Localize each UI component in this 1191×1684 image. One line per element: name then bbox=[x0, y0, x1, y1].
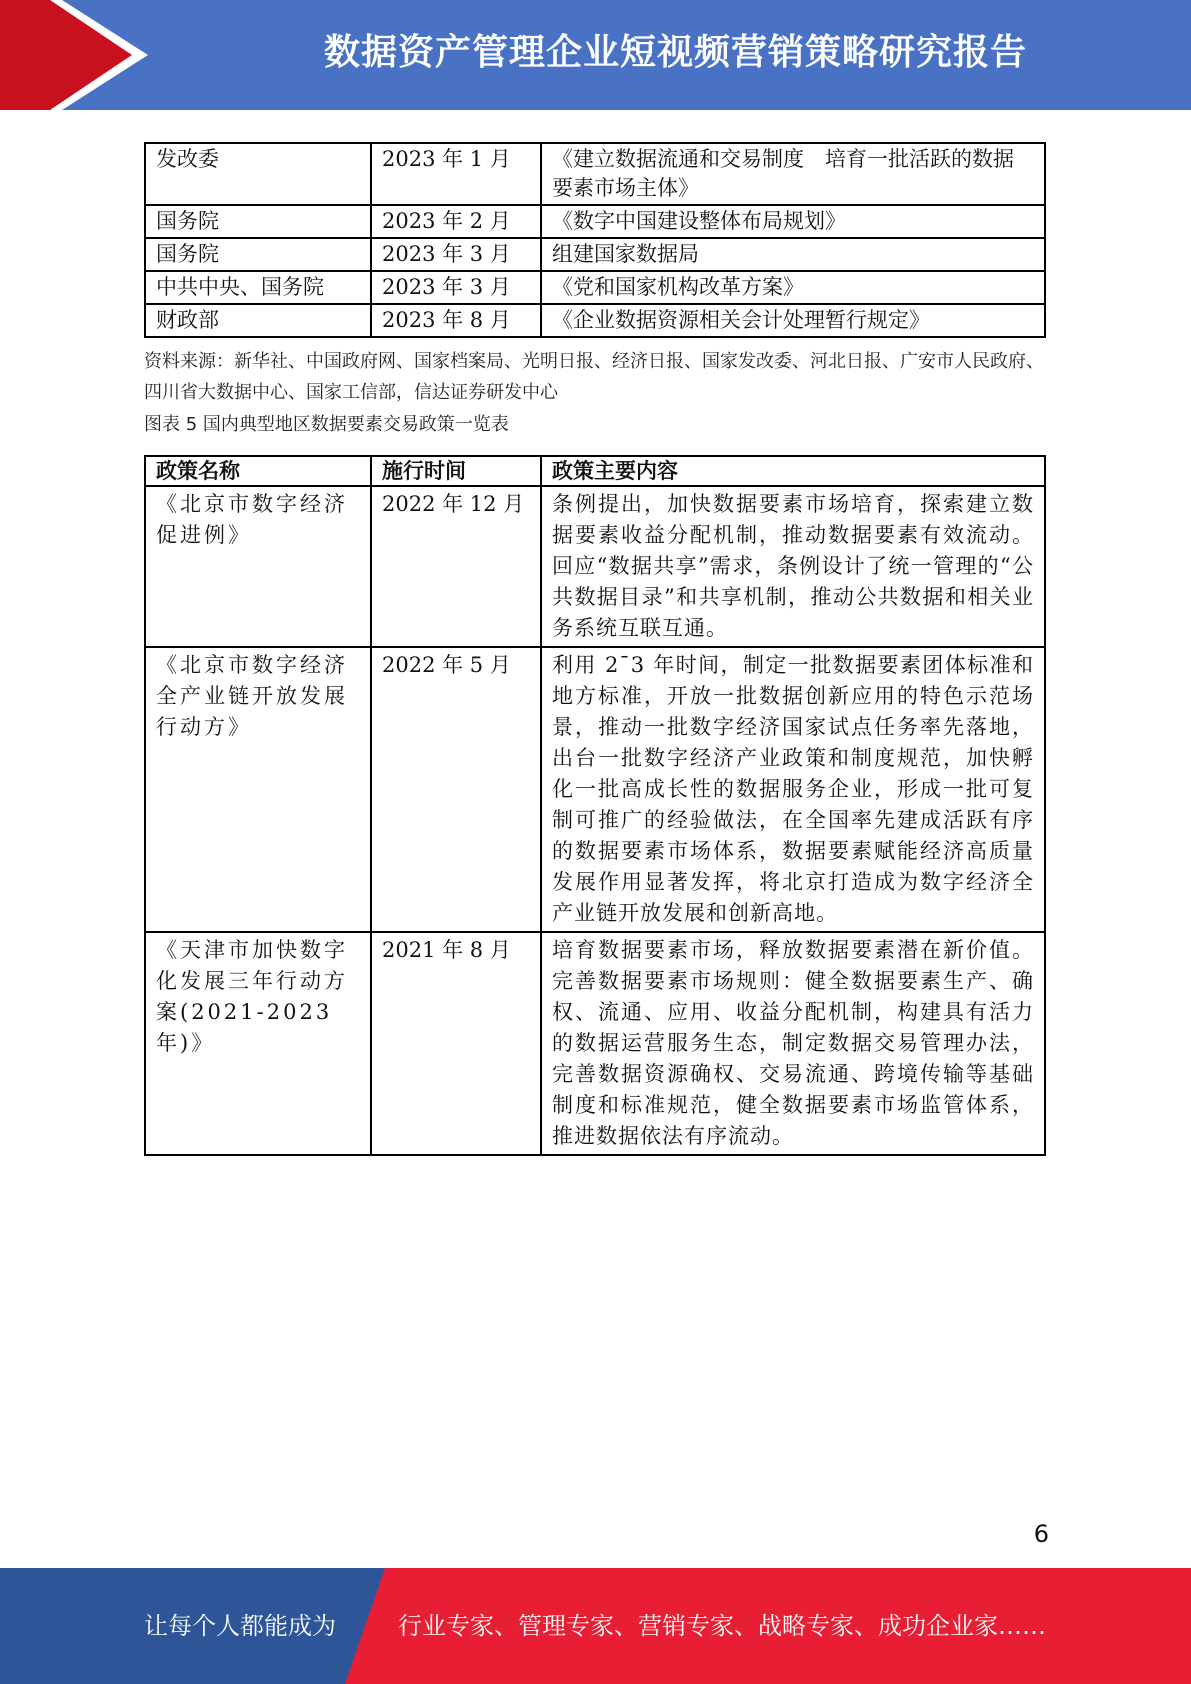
header-banner bbox=[0, 0, 1191, 110]
report-title: 数据资产管理企业短视频营销策略研究报告 bbox=[323, 32, 1027, 73]
table-row bbox=[145, 304, 1045, 337]
policy-name-cell: 《北京市数字经济全产业链开放发展行动方》 bbox=[145, 647, 371, 932]
date-cell: 2023 年 1 月 bbox=[371, 143, 541, 205]
figure-caption: 图表 5 国内典型地区数据要素交易政策一览表 bbox=[144, 414, 509, 435]
table-row bbox=[145, 647, 1045, 932]
table-row bbox=[145, 143, 1045, 205]
content-cell: 《企业数据资源相关会计处理暂行规定》 bbox=[541, 304, 1045, 337]
table-row bbox=[145, 238, 1045, 271]
agency-cell: 中共中央、国务院 bbox=[145, 271, 371, 304]
date-cell: 2023 年 3 月 bbox=[371, 271, 541, 304]
column-header: 政策名称 bbox=[145, 456, 371, 486]
table-row bbox=[145, 932, 1045, 1155]
content-cell: 《建立数据流通和交易制度 培育一批活跃的数据要素市场主体》 bbox=[541, 143, 1045, 205]
content-cell: 条例提出，加快数据要素市场培育，探索建立数据要素收益分配机制，推动数据要素有效流动。回应“数据共享”需求，条例设计了统一管理的“公共数据目录”和共享机制，推动公共数据和相关业务系统互联互通。 bbox=[541, 486, 1045, 647]
column-header: 政策主要内容 bbox=[541, 456, 1045, 486]
date-cell: 2023 年 2 月 bbox=[371, 205, 541, 238]
regional-policy-table bbox=[144, 455, 1046, 1156]
content-cell: 培育数据要素市场，释放数据要素潜在新价值。完善数据要素市场规则：健全数据要素生产、确权、流通、应用、收益分配机制，构建具有活力的数据运营服务生态，制定数据交易管理办法，完善数据资源确权、交易流通、跨境传输等基础制度和标准规范，健全数据要素市场监管体系，推进数据依法有序流动。 bbox=[541, 932, 1045, 1155]
policy-name-cell: 《天津市加快数字化发展三年行动方案(2021-2023 年)》 bbox=[145, 932, 371, 1155]
footer-slogan-right: 行业专家、管理专家、营销专家、战略专家、成功企业家…… bbox=[398, 1612, 1046, 1640]
content-cell: 利用 2¯3 年时间，制定一批数据要素团体标准和地方标准，开放一批数据创新应用的特色示范场景，推动一批数字经济国家试点任务率先落地，出台一批数字经济产业政策和制度规范，加快孵化一批高成长性的数据服务企业，形成一批可复制可推广的经验做法，在全国率先建成活跃有序的数据要素市场体系，数据要素赋能经济高质量发展作用显著发挥，将北京打造成为数字经济全产业链开放发展和创新高地。 bbox=[541, 647, 1045, 932]
footer-banner bbox=[0, 1568, 1191, 1684]
source-note: 资料来源：新华社、中国政府网、国家档案局、光明日报、经济日报、国家发改委、河北日报、广安市人民政府、四川省大数据中心、国家工信部，信达证券研发中心 bbox=[144, 351, 1044, 403]
table-row bbox=[145, 205, 1045, 238]
date-cell: 2021 年 8 月 bbox=[371, 932, 541, 1155]
content-cell: 《党和国家机构改革方案》 bbox=[541, 271, 1045, 304]
policy-timeline-table bbox=[144, 142, 1046, 338]
footer-slogan-left: 让每个人都能成为 bbox=[144, 1612, 336, 1640]
date-cell: 2022 年 12 月 bbox=[371, 486, 541, 647]
agency-cell: 国务院 bbox=[145, 205, 371, 238]
agency-cell: 国务院 bbox=[145, 238, 371, 271]
date-cell: 2022 年 5 月 bbox=[371, 647, 541, 932]
table-header-row bbox=[145, 456, 1045, 486]
table-row bbox=[145, 271, 1045, 304]
column-header: 施行时间 bbox=[371, 456, 541, 486]
date-cell: 2023 年 8 月 bbox=[371, 304, 541, 337]
content-cell: 《数字中国建设整体布局规划》 bbox=[541, 205, 1045, 238]
content-cell: 组建国家数据局 bbox=[541, 238, 1045, 271]
table-row bbox=[145, 486, 1045, 647]
page-number: 6 bbox=[1033, 1520, 1049, 1548]
agency-cell: 财政部 bbox=[145, 304, 371, 337]
date-cell: 2023 年 3 月 bbox=[371, 238, 541, 271]
agency-cell: 发改委 bbox=[145, 143, 371, 205]
policy-name-cell: 《北京市数字经济促进例》 bbox=[145, 486, 371, 647]
